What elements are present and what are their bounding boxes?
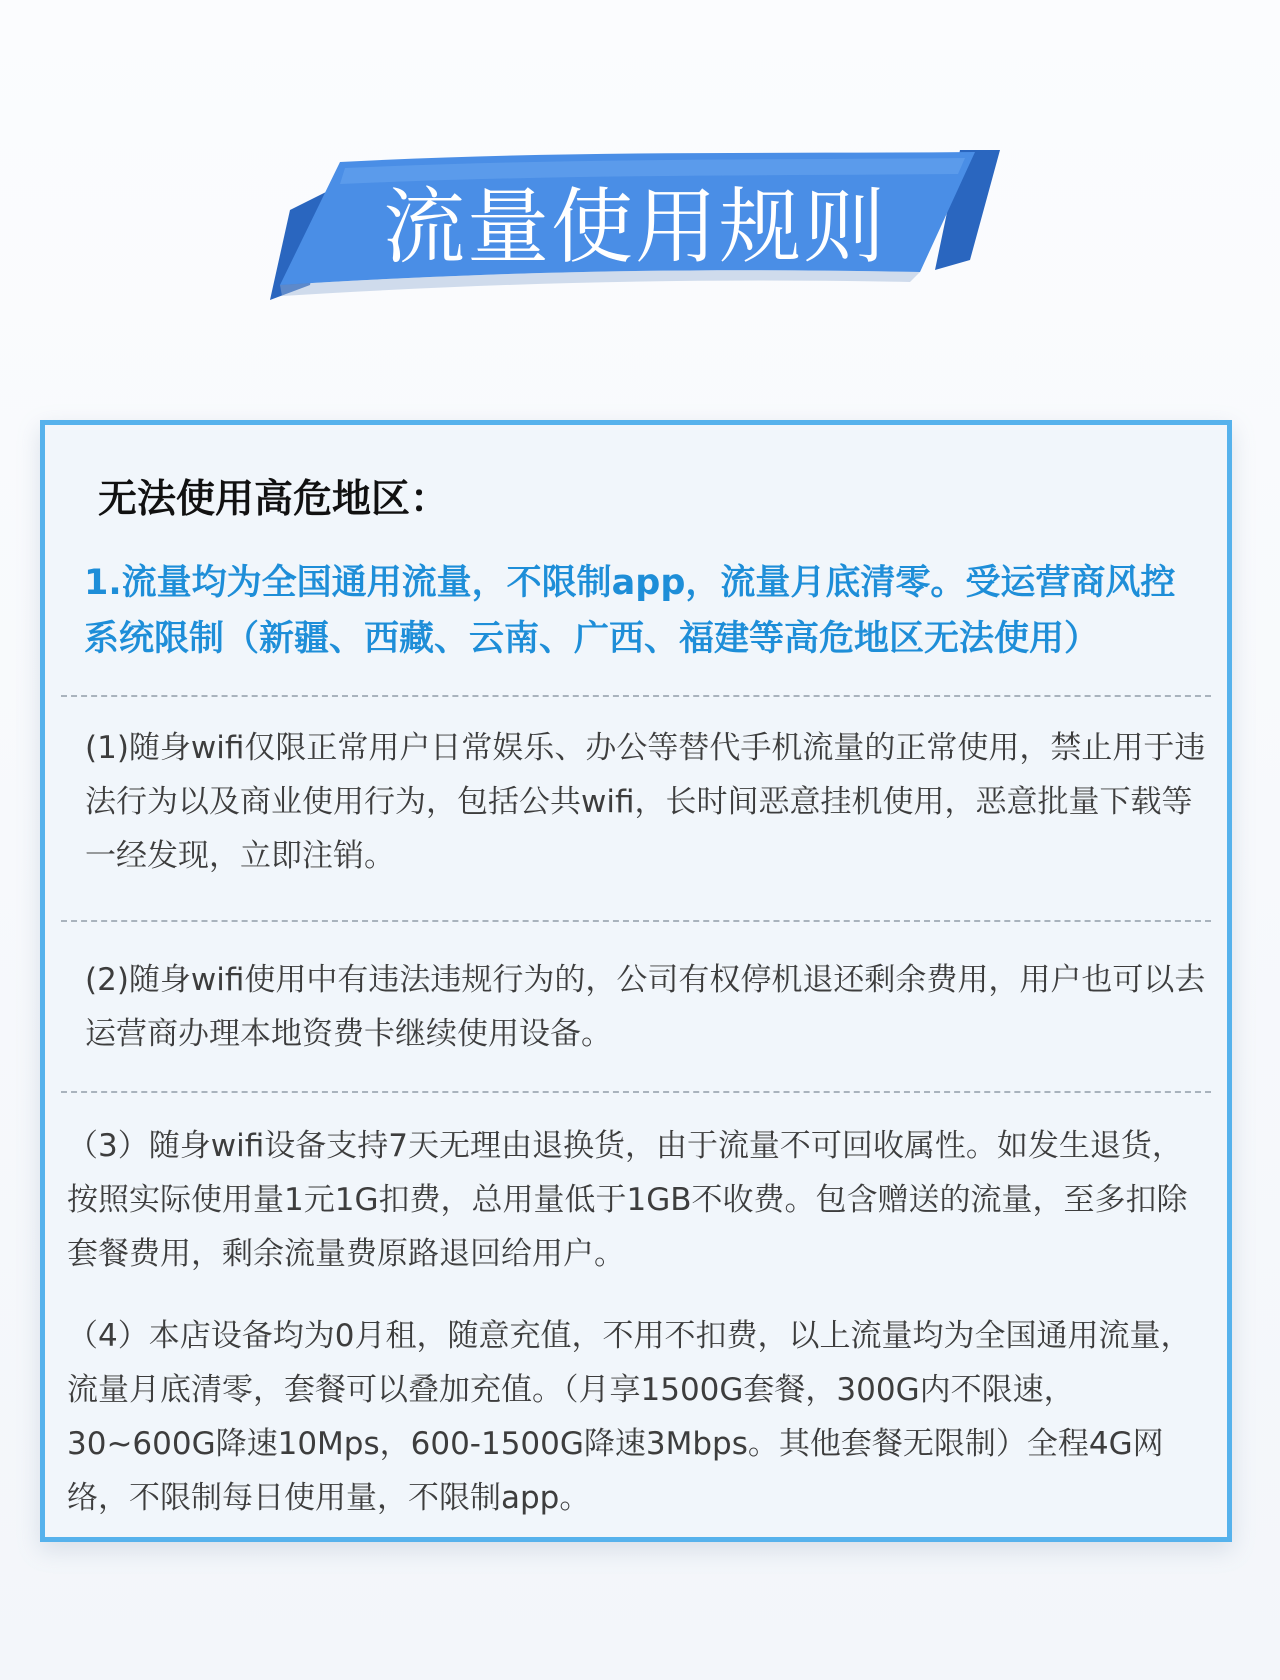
card-heading: 无法使用高危地区： [98,477,450,522]
rule-item-1: (1)随身wifi仅限正常用户日常娱乐、办公等替代手机流量的正常使用，禁止用于违法行为以及商业使用行为，包括公共wifi，长时间恶意挂机使用，恶意批量下载等一经发现，立即注销。 [85,730,1206,874]
divider [61,695,1211,697]
divider [61,920,1211,922]
divider [61,1091,1211,1093]
rule-item-2: (2)随身wifi使用中有违法违规行为的，公司有权停机退还剩余费用，用户也可以去运营商办理本地资费卡继续使用设备。 [85,962,1206,1052]
rules-card [40,420,1232,1542]
title-banner [270,150,1000,300]
rule-item-4: （4）本店设备均为0月租，随意充值，不用不扣费，以上流量均为全国通用流量，流量月底清零，套餐可以叠加充值。（月享1500G套餐，300G内不限速，30~600G降速10Mps，600-1500G降速3Mbps。其他套餐无限制）全程4G网络，不限制每日使用量，不限制app。 [67,1318,1192,1516]
page-title: 流量使用规则 [382,180,887,275]
rule-item-3: （3）随身wifi设备支持7天无理由退换货，由于流量不可回收属性。如发生退货，按照实际使用量1元1G扣费，总用量低于1GB不收费。包含赠送的流量，至多扣除套餐费用，剩余流量费原路退回给用户。 [67,1128,1188,1272]
high-risk-notice: 1.流量均为全国通用流量，不限制app，流量月底清零。受运营商风控系统限制（新疆、西藏、云南、广西、福建等高危地区无法使用） [84,563,1176,659]
